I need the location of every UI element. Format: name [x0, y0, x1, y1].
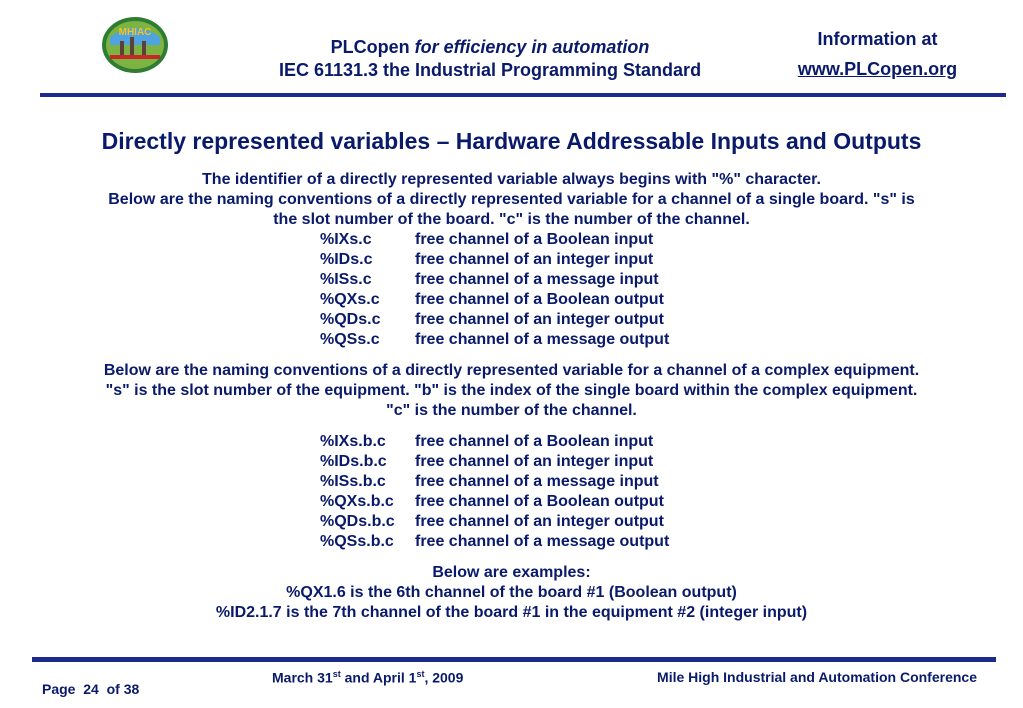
convention-desc: free channel of a message input — [415, 473, 659, 490]
header-subtitle: IEC 61131.3 the Industrial Programming Standard — [278, 60, 702, 80]
convention-code: %QXs.b.c — [320, 493, 394, 510]
intro-text: the slot number of the board. "c" is the number of the channel. — [273, 211, 750, 228]
convention-code: %IXs.b.c — [320, 433, 386, 450]
convention-desc: free channel of a Boolean input — [415, 231, 654, 248]
convention-desc: free channel of an integer input — [415, 251, 654, 268]
convention-code: %ISs.b.c — [320, 473, 386, 490]
date-text: March 31 — [272, 669, 333, 686]
complex-text: "c" is the number of the channel. — [386, 402, 637, 419]
convention-row — [320, 230, 669, 250]
convention-desc: free channel of a message input — [415, 271, 659, 288]
convention-row — [320, 432, 669, 452]
convention-code: %QXs.c — [320, 291, 380, 308]
footer-divider — [32, 657, 996, 662]
convention-row — [320, 452, 669, 472]
page-current: 24 — [83, 681, 99, 697]
page-number — [42, 681, 139, 697]
slide-body — [30, 170, 993, 623]
convention-desc: free channel of an integer output — [415, 513, 664, 530]
single-board-conventions — [320, 230, 993, 350]
convention-code: %IDs.b.c — [320, 453, 387, 470]
convention-desc: free channel of a message output — [415, 331, 670, 348]
convention-row — [320, 290, 669, 310]
footer-conference: Mile High Industrial and Automation Conference — [657, 669, 977, 685]
convention-code: %IDs.c — [320, 251, 373, 268]
convention-row — [320, 512, 669, 532]
convention-code: %QSs.c — [320, 331, 380, 348]
complex-text: "s" is the slot number of the equipment. "b" is the index of the single board within the complex equipment. — [105, 382, 918, 399]
page-total: of 38 — [106, 681, 140, 697]
convention-row — [320, 472, 669, 492]
brand-name: PLCopen — [330, 37, 410, 57]
convention-code: %IXs.c — [320, 231, 372, 248]
date-suffix: st — [332, 669, 341, 679]
complex-equipment-conventions — [320, 432, 993, 552]
examples-title: Below are examples: — [432, 564, 591, 581]
info-label: Information at — [817, 29, 938, 49]
convention-code: %ISs.c — [320, 271, 372, 288]
header-title — [230, 36, 750, 82]
convention-row — [320, 330, 669, 350]
logo-text: MHIAC — [118, 27, 152, 38]
convention-row — [320, 250, 669, 270]
convention-desc: free channel of a Boolean input — [415, 433, 654, 450]
convention-desc: free channel of a Boolean output — [415, 493, 664, 510]
example-line: %QX1.6 is the 6th channel of the board #1 (Boolean output) — [286, 584, 737, 601]
convention-desc: free channel of an integer output — [415, 311, 664, 328]
intro-text: The identifier of a directly represented variable always begins with "%" character. — [202, 171, 821, 188]
convention-desc: free channel of a Boolean output — [415, 291, 664, 308]
convention-row — [320, 310, 669, 330]
plcopen-link[interactable]: www.PLCopen.org — [797, 59, 958, 79]
header-divider — [40, 93, 1006, 97]
intro-text: Below are the naming conventions of a directly represented variable for a channel of a single board. "s" is — [108, 191, 915, 208]
complex-text: Below are the naming conventions of a directly represented variable for a channel of a complex equipment. — [103, 362, 920, 379]
date-text: and April 1 — [340, 669, 417, 686]
convention-code: %QDs.c — [320, 311, 381, 328]
date-suffix: st — [416, 669, 425, 679]
conference-logo — [100, 15, 170, 75]
header-info — [760, 24, 995, 84]
example-line: %ID2.1.7 is the 7th channel of the board #1 in the equipment #2 (integer input) — [215, 604, 808, 621]
convention-code: %QDs.b.c — [320, 513, 395, 530]
slide-title: Directly represented variables – Hardware Addressable Inputs and Outputs — [101, 128, 922, 154]
page-label: Page — [42, 681, 76, 697]
date-text: , 2009 — [424, 669, 464, 686]
convention-desc: free channel of a message output — [415, 533, 670, 550]
convention-desc: free channel of an integer input — [415, 453, 654, 470]
footer-date — [272, 669, 463, 686]
convention-row — [320, 270, 669, 290]
convention-row — [320, 492, 669, 512]
convention-row — [320, 532, 669, 552]
convention-code: %QSs.b.c — [320, 533, 394, 550]
brand-tagline: for efficiency in automation — [414, 37, 650, 57]
